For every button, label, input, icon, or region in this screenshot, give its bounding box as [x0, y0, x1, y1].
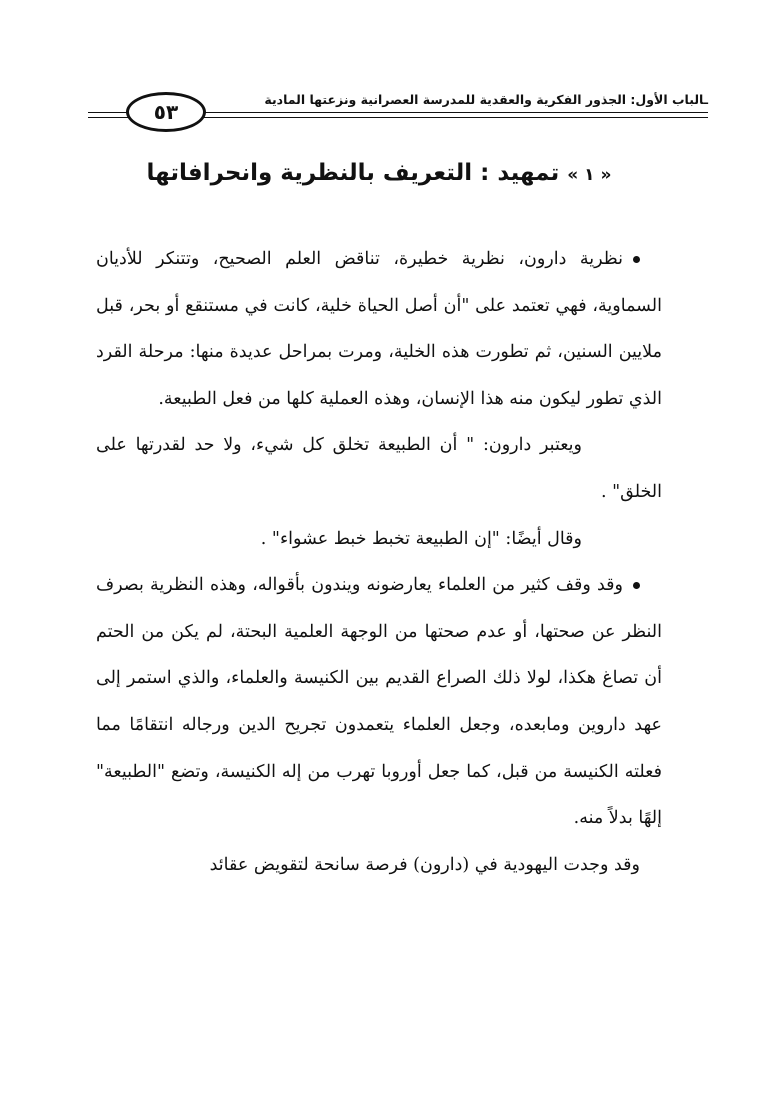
paragraph: [96, 422, 662, 515]
paragraph-text: وقد وقف كثير من العلماء يعارضونه ويندون بأقواله، وهذه النظرية بصرف النظر عن صحتها، أو عدم صحتها من الوجهة العلمية البحتة، لم يكن من الحتم أن تصاغ هكذا، لولا ذلك الصراع القديم بين الكنيسة والعلماء، والذي استمر إلى عهد داروين ومابعده، وجعل العلماء يتعمدون تجريح الدين ورجاله انتقامًا مما فعلته الكنيسة من قبل، كما جعل أوروبا تهرب من إله الكنيسة، وتضع "الطبيعة" إلهًا بدلاً منه.: [96, 575, 662, 829]
paragraph: [96, 842, 662, 889]
paragraph: [96, 236, 662, 422]
section-title-text: تمهيد : التعريف بالنظرية وانحرافاتها: [146, 160, 560, 186]
bullet-icon: [633, 256, 640, 263]
paragraph: [96, 516, 662, 563]
body-text: [96, 236, 662, 888]
page-header: [88, 82, 708, 130]
paragraph-text: وقال أيضًا: "إن الطبيعة تخبط خبط عشواء" .: [260, 528, 582, 549]
bullet-icon: [633, 582, 640, 589]
paragraph: [96, 562, 662, 842]
page-number: ٥٣: [126, 92, 206, 132]
paragraph-text: وقد وجدت اليهودية في (دارون) فرصة سانحة لتقويض عقائد: [209, 854, 640, 875]
section-number: « ١ »: [567, 165, 612, 185]
running-head: ـالباب الأول: الجذور الفكرية والعقدية للمدرسة العصرانية ونزعتها المادية: [258, 92, 708, 107]
paragraph-text: ويعتبر دارون: " أن الطبيعة تخلق كل شيء، ولا حد لقدرتها على الخلق" .: [96, 435, 662, 502]
paragraph-text: نظرية دارون، نظرية خطيرة، تناقض العلم الصحيح، وتتنكر للأديان السماوية، فهي تعتمد على "أن أصل الحياة خلية، كانت في مستنقع أو بحر، قبل ملايين السنين، ثم تطورت هذه الخلية، ومرت بمراحل عديدة منها: مرحلة القرد الذي تطور ليكون منه هذا الإنسان، وهذه العملية كلها من فعل الطبيعة.: [96, 249, 662, 409]
section-title: [0, 160, 758, 186]
